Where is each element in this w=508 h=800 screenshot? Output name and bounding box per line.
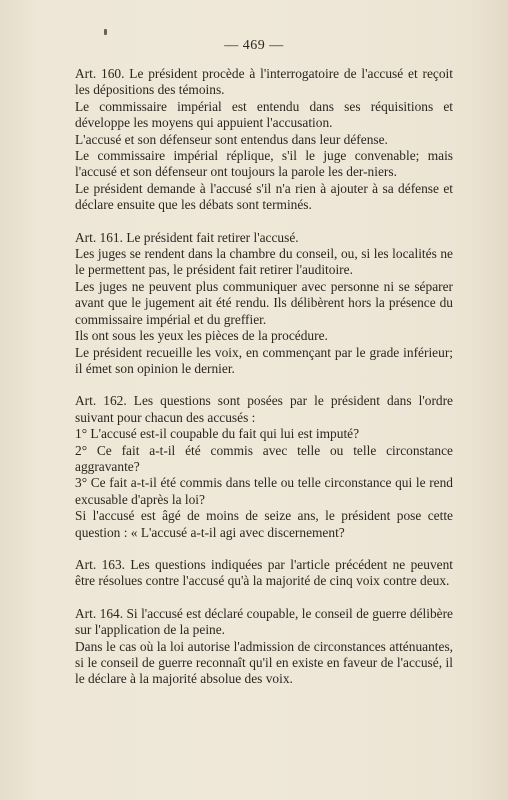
article-161 xyxy=(75,230,453,378)
paragraph: Si l'accusé est âgé de moins de seize ans, le président pose cette question : « L'accusé a-t-il agi avec discernement? xyxy=(75,508,453,540)
paragraph: Ils ont sous les yeux les pièces de la procédure. xyxy=(75,328,328,344)
page-number: — 469 — xyxy=(224,38,284,53)
paragraph: L'accusé et son défenseur sont entendus dans leur défense. xyxy=(75,131,388,147)
paragraph: Les juges ne peuvent plus communiquer avec personne ni se séparer avant que le jugement ait été rendu. Ils délibèrent hors la présence du commissaire impérial et du greffier. xyxy=(75,278,453,327)
paragraph: 2° Ce fait a-t-il été commis avec telle ou telle circonstance aggravante? xyxy=(75,442,453,474)
paragraph: Art. 161. Le président fait retirer l'accusé. xyxy=(75,229,299,245)
paragraph: Le président demande à l'accusé s'il n'a rien à ajouter à sa défense et déclare ensuite que les débats sont terminés. xyxy=(75,180,453,213)
paragraph: Les juges se rendent dans la chambre du conseil, ou, si les localités ne le permettent pas, le président fait retirer l'auditoire. xyxy=(75,246,453,278)
article-160 xyxy=(75,66,453,214)
page-body xyxy=(75,66,453,704)
paragraph: Art. 160. Le président procède à l'interrogatoire de l'accusé et reçoit les dépositions des témoins. xyxy=(75,66,453,98)
article-162 xyxy=(75,393,453,541)
paragraph: Le commissaire impérial réplique, s'il le juge convenable; mais l'accusé et son défenseur ont toujours la parole les der-niers. xyxy=(75,148,453,180)
paragraph: Le commissaire impérial est entendu dans ses réquisitions et développe les moyens qui appuient l'accusation. xyxy=(75,98,453,131)
article-164 xyxy=(75,606,453,688)
article-163 xyxy=(75,557,453,590)
paragraph: Art. 163. Les questions indiquées par l'article précédent ne peuvent être résolues contre l'accusé qu'à la majorité de cinq voix contre deux. xyxy=(75,556,453,589)
paragraph: 3° Ce fait a-t-il été commis dans telle ou telle circonstance qui le rend excusable d'après la loi? xyxy=(75,475,453,507)
paragraph: Art. 162. Les questions sont posées par le président dans l'ordre suivant pour chacun des accusés : xyxy=(75,393,453,425)
paragraph: Art. 164. Si l'accusé est déclaré coupable, le conseil de guerre délibère sur l'application de la peine. xyxy=(75,605,453,638)
paragraph: Le président recueille les voix, en commençant par le grade inférieur; il émet son opinion le dernier. xyxy=(75,344,453,376)
paragraph: 1° L'accusé est-il coupable du fait qui lui est imputé? xyxy=(75,426,360,442)
paragraph: Dans le cas où la loi autorise l'admission de circonstances atténuantes, si le conseil de guerre reconnaît qu'il en existe en faveur de l'accusé, il le déclare à la majorité absolue des voix. xyxy=(75,638,453,687)
ink-mark xyxy=(104,29,107,35)
